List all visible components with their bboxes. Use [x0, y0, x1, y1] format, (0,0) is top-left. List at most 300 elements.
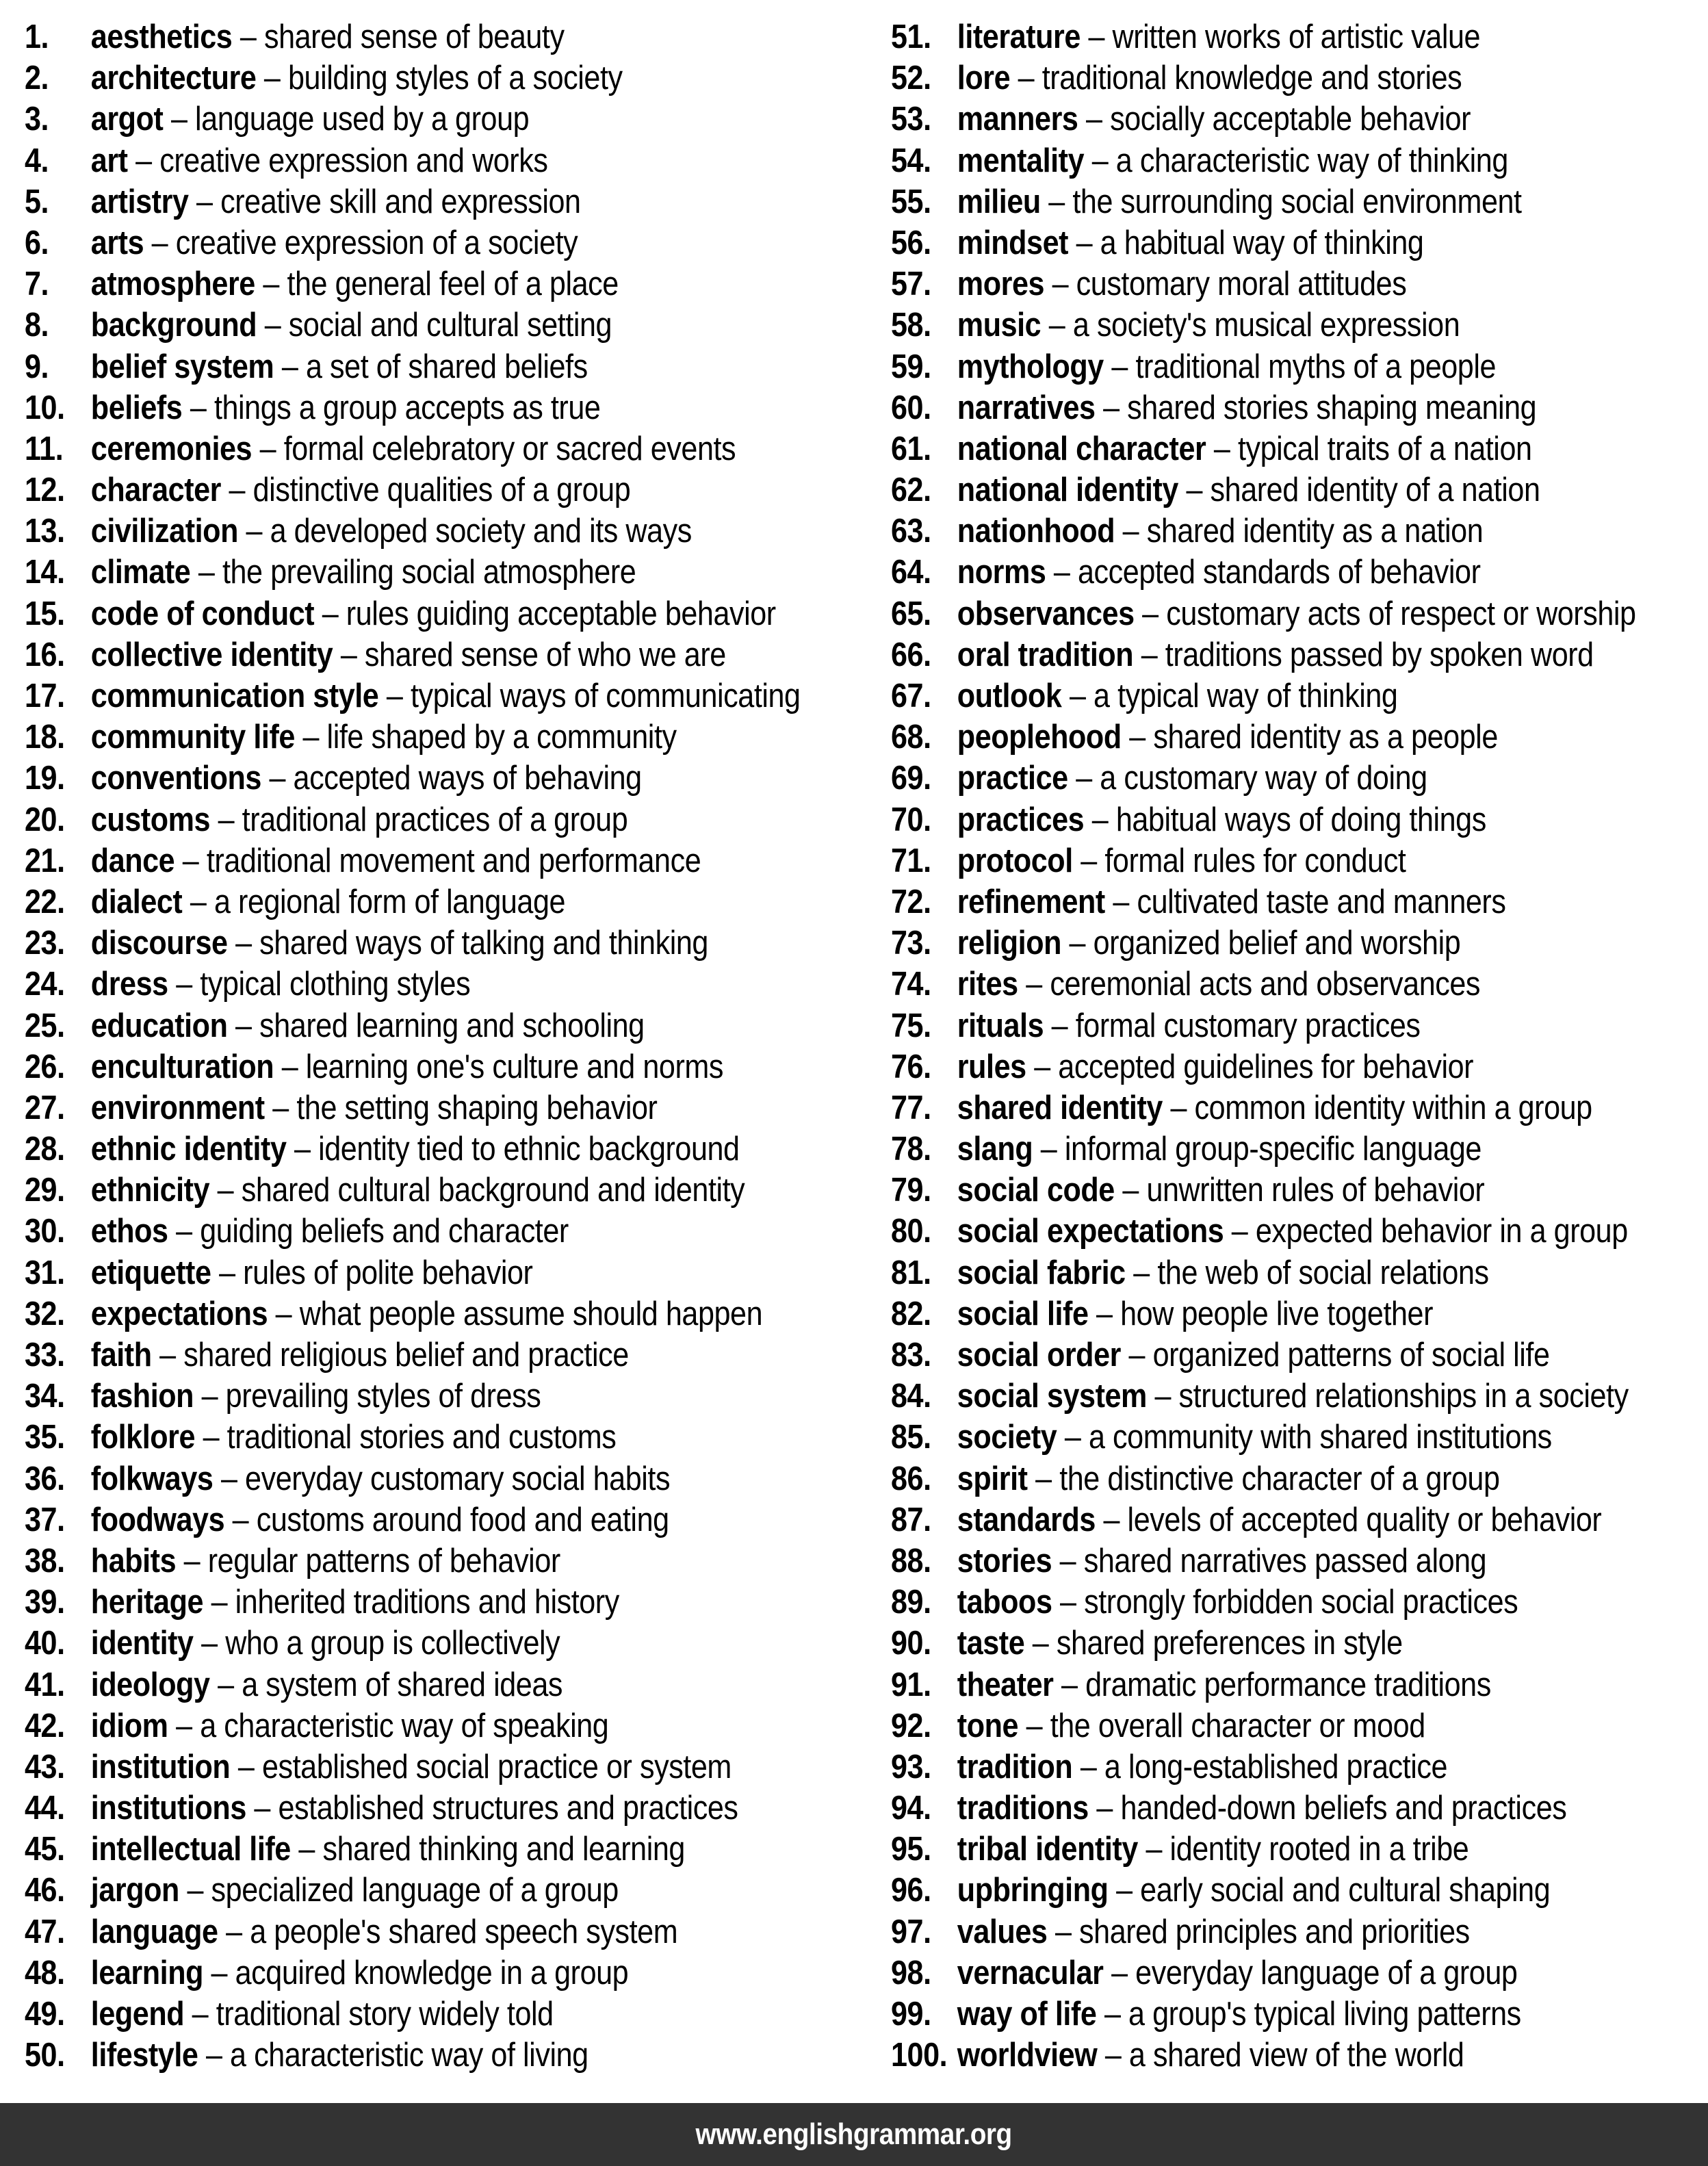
dash-separator: – — [213, 1460, 246, 1497]
item-term: worldview — [957, 2037, 1098, 2074]
item-number: 25. — [25, 1007, 65, 1044]
list-item — [25, 1829, 801, 1870]
item-number: 78. — [891, 1131, 931, 1168]
item-text — [91, 1254, 533, 1291]
item-term: fashion — [90, 1378, 194, 1415]
list-item — [891, 1952, 1636, 1994]
item-text — [957, 760, 1427, 797]
item-number: 22. — [25, 883, 65, 920]
dash-separator: – — [286, 1131, 319, 1168]
item-term: peoplehood — [957, 719, 1122, 756]
list-item — [891, 1046, 1636, 1087]
item-term: practice — [957, 760, 1068, 797]
item-text — [957, 1295, 1433, 1332]
item-term: way of life — [957, 1996, 1097, 2033]
item-term: practices — [957, 801, 1085, 838]
item-number: 44. — [25, 1790, 65, 1827]
item-number: 95. — [891, 1831, 931, 1868]
item-text — [91, 307, 612, 344]
item-number: 77. — [891, 1089, 931, 1126]
item-text — [957, 1254, 1489, 1291]
item-definition: formal celebratory or sacred events — [283, 430, 736, 467]
item-definition: social and cultural setting — [288, 307, 612, 344]
list-item — [25, 181, 801, 222]
item-number: 34. — [25, 1378, 65, 1415]
item-number: 39. — [25, 1584, 65, 1621]
list-item — [891, 1335, 1636, 1376]
list-item — [891, 593, 1636, 634]
item-definition: acquired knowledge in a group — [235, 1954, 629, 1991]
dash-separator: – — [1114, 1172, 1147, 1209]
item-term: foodways — [90, 1501, 225, 1538]
item-definition: organized belief and worship — [1093, 925, 1461, 962]
list-item — [891, 799, 1636, 840]
item-definition: language used by a group — [195, 101, 530, 138]
item-definition: building styles of a society — [288, 60, 623, 97]
list-item — [25, 758, 801, 799]
item-definition: how people live together — [1120, 1295, 1434, 1332]
list-item — [25, 1293, 801, 1335]
item-text — [957, 266, 1407, 302]
item-text — [957, 1378, 1629, 1415]
dash-separator: – — [378, 678, 411, 714]
item-term: dialect — [90, 883, 183, 920]
dash-separator: – — [1137, 1831, 1170, 1868]
list-item — [25, 1994, 801, 2035]
dash-separator: – — [163, 101, 196, 138]
item-number: 56. — [891, 224, 931, 261]
item-definition: a system of shared ideas — [242, 1666, 562, 1703]
list-item — [25, 1170, 801, 1211]
item-text — [91, 1378, 541, 1415]
item-text — [957, 1460, 1500, 1497]
item-number: 2. — [25, 60, 49, 97]
dash-separator: – — [1084, 142, 1116, 179]
dash-separator: – — [1121, 719, 1154, 756]
item-term: taste — [957, 1625, 1025, 1662]
dash-separator: – — [261, 760, 294, 797]
item-term: idiom — [90, 1707, 168, 1744]
dash-separator: – — [314, 595, 346, 632]
item-definition: shared religious belief and practice — [183, 1337, 629, 1374]
item-number: 67. — [891, 678, 931, 714]
item-term: vernacular — [957, 1954, 1104, 1991]
item-term: mindset — [957, 224, 1069, 261]
item-term: social code — [957, 1172, 1115, 1209]
list-item — [891, 1376, 1636, 1417]
item-term: argot — [90, 101, 164, 138]
item-term: values — [957, 1913, 1048, 1950]
list-item — [25, 2035, 801, 2076]
item-definition: shared ways of talking and thinking — [259, 925, 708, 962]
list-item — [25, 1458, 801, 1499]
item-number: 26. — [25, 1048, 65, 1085]
item-definition: learning one's culture and norms — [305, 1048, 723, 1085]
item-number: 60. — [891, 389, 931, 426]
item-term: tribal identity — [957, 1831, 1138, 1868]
item-term: stories — [957, 1542, 1052, 1580]
item-term: belief system — [90, 348, 274, 385]
list-item — [891, 881, 1636, 923]
list-item — [25, 1664, 801, 1705]
list-item — [25, 1376, 801, 1417]
item-term: society — [957, 1419, 1057, 1456]
item-number: 89. — [891, 1584, 931, 1621]
item-definition: a characteristic way of living — [230, 2037, 588, 2074]
item-text — [91, 1790, 738, 1827]
item-term: tone — [957, 1707, 1019, 1744]
item-term: slang — [957, 1131, 1033, 1168]
item-definition: a set of shared beliefs — [305, 348, 588, 385]
item-definition: shared learning and schooling — [259, 1007, 645, 1044]
item-number: 37. — [25, 1501, 65, 1538]
item-text — [957, 1872, 1550, 1909]
item-number: 48. — [25, 1954, 65, 1991]
list-item — [25, 1623, 801, 1664]
item-number: 28. — [25, 1131, 65, 1168]
item-text — [91, 1131, 740, 1168]
dash-separator: – — [246, 1790, 279, 1827]
item-text — [957, 348, 1496, 385]
list-item — [25, 1046, 801, 1087]
item-definition: a characteristic way of thinking — [1115, 142, 1508, 179]
dash-separator: – — [1097, 2037, 1129, 2074]
item-term: conventions — [90, 760, 261, 797]
item-term: norms — [957, 554, 1046, 591]
item-number: 94. — [891, 1790, 931, 1827]
item-text — [91, 1584, 619, 1621]
item-text — [957, 966, 1480, 1003]
item-definition: customs around food and eating — [256, 1501, 669, 1538]
item-text — [91, 636, 726, 673]
item-term: learning — [90, 1954, 204, 1991]
dash-separator: – — [230, 1748, 262, 1785]
item-number: 45. — [25, 1831, 65, 1868]
item-text — [957, 1213, 1628, 1250]
item-definition: shared sense of who we are — [364, 636, 726, 673]
item-number: 80. — [891, 1213, 931, 1250]
dash-separator: – — [179, 1872, 211, 1909]
item-text — [91, 884, 565, 920]
item-number: 40. — [25, 1625, 65, 1662]
dash-separator: – — [1120, 1337, 1153, 1374]
list-item — [891, 1211, 1636, 1252]
item-text — [91, 595, 776, 632]
dash-separator: – — [1224, 1213, 1256, 1250]
item-definition: shared identity as a nation — [1146, 513, 1484, 550]
item-term: religion — [957, 925, 1062, 962]
item-text — [91, 1419, 617, 1456]
item-text — [91, 760, 642, 797]
list-item — [891, 758, 1636, 799]
item-number: 49. — [25, 1996, 65, 2033]
item-definition: shared cultural background and identity — [241, 1172, 745, 1209]
item-text — [957, 1501, 1602, 1538]
list-item — [891, 99, 1636, 140]
dash-separator: – — [221, 472, 253, 509]
item-number: 6. — [25, 224, 49, 261]
list-item — [25, 1911, 801, 1952]
dash-separator: – — [1080, 18, 1113, 55]
item-text — [91, 1872, 619, 1909]
item-text — [957, 1831, 1469, 1868]
list-item — [891, 552, 1636, 593]
item-number: 83. — [891, 1337, 931, 1374]
item-definition: distinctive qualities of a group — [253, 472, 631, 509]
list-item — [25, 16, 801, 57]
item-term: traditions — [957, 1790, 1089, 1827]
item-number: 55. — [891, 183, 931, 220]
item-definition: traditional story widely told — [216, 1996, 554, 2033]
item-definition: shared sense of beauty — [263, 18, 565, 55]
dash-separator: – — [1041, 307, 1073, 344]
item-number: 91. — [891, 1666, 931, 1703]
item-text — [957, 1131, 1481, 1168]
dash-separator: – — [1018, 966, 1050, 1003]
item-definition: everyday customary social habits — [245, 1460, 671, 1497]
dash-separator: – — [1095, 389, 1128, 426]
item-text — [957, 1048, 1473, 1085]
item-term: taboos — [957, 1584, 1052, 1621]
item-text — [957, 1996, 1521, 2033]
item-definition: handed-down beliefs and practices — [1120, 1790, 1567, 1827]
item-number: 54. — [891, 142, 931, 179]
item-definition: established social practice or system — [261, 1748, 732, 1785]
dash-separator: – — [1104, 883, 1137, 920]
list-item — [25, 1129, 801, 1170]
item-term: artistry — [90, 183, 189, 220]
item-text — [957, 636, 1594, 673]
item-term: social system — [957, 1378, 1147, 1415]
item-text — [91, 183, 581, 220]
item-number: 7. — [25, 266, 49, 303]
item-definition: dramatic performance traditions — [1085, 1666, 1491, 1703]
item-number: 71. — [891, 842, 931, 879]
item-definition: a group's typical living patterns — [1128, 1996, 1521, 2033]
dash-separator: – — [203, 1954, 235, 1991]
list-item — [891, 1458, 1636, 1499]
item-term: architecture — [90, 60, 257, 97]
dash-separator: – — [274, 1048, 306, 1085]
dash-separator: – — [1046, 554, 1078, 591]
list-item — [25, 1870, 801, 1911]
dash-separator: – — [255, 266, 287, 303]
list-item — [891, 1582, 1636, 1623]
dash-separator: – — [184, 1996, 216, 2033]
item-definition: accepted standards of behavior — [1078, 554, 1481, 591]
item-number: 32. — [25, 1295, 65, 1332]
item-term: discourse — [90, 925, 228, 962]
dash-separator: – — [209, 1172, 242, 1209]
item-number: 10. — [25, 389, 65, 426]
item-term: education — [90, 1007, 228, 1044]
list-item — [891, 1005, 1636, 1046]
list-item — [891, 16, 1636, 57]
item-definition: habitual ways of doing things — [1115, 801, 1486, 838]
item-text — [957, 183, 1522, 220]
item-term: ethnic identity — [90, 1131, 287, 1168]
item-term: expectations — [90, 1295, 268, 1332]
list-item — [891, 840, 1636, 881]
list-item — [891, 1499, 1636, 1540]
item-term: aesthetics — [90, 18, 233, 55]
list-item — [891, 346, 1636, 387]
dash-separator: – — [1088, 1790, 1121, 1827]
item-definition: specialized language of a group — [211, 1872, 619, 1909]
list-item — [891, 1129, 1636, 1170]
item-term: language — [90, 1913, 218, 1950]
item-text — [957, 678, 1398, 714]
item-number: 53. — [891, 101, 931, 138]
item-text — [91, 142, 548, 179]
item-definition: expected behavior in a group — [1255, 1213, 1628, 1250]
item-number: 86. — [891, 1460, 931, 1497]
item-definition: the web of social relations — [1157, 1254, 1489, 1291]
dash-separator: – — [1162, 1089, 1195, 1126]
list-item — [25, 469, 801, 511]
item-number: 31. — [25, 1254, 65, 1291]
item-definition: cultivated taste and manners — [1137, 883, 1506, 920]
dash-separator: – — [237, 513, 270, 550]
item-number: 51. — [891, 18, 931, 55]
item-term: dress — [90, 966, 168, 1003]
item-number: 27. — [25, 1089, 65, 1126]
list-item — [891, 1870, 1636, 1911]
list-item — [891, 634, 1636, 675]
item-text — [957, 513, 1483, 550]
item-definition: a regional form of language — [214, 883, 566, 920]
item-number: 17. — [25, 678, 65, 714]
dash-separator: – — [1072, 842, 1105, 879]
item-number: 16. — [25, 636, 65, 673]
item-definition: a shared view of the world — [1128, 2037, 1464, 2074]
item-term: art — [90, 142, 128, 179]
item-definition: shared narratives passed along — [1083, 1542, 1487, 1580]
item-text — [91, 1172, 745, 1209]
item-term: protocol — [957, 842, 1073, 879]
item-term: oral tradition — [957, 636, 1134, 673]
dash-separator: – — [127, 142, 160, 179]
item-number: 42. — [25, 1707, 65, 1744]
item-definition: what people assume should happen — [299, 1295, 763, 1332]
item-definition: the prevailing social atmosphere — [222, 554, 636, 591]
item-number: 52. — [891, 60, 931, 97]
item-definition: the general feel of a place — [287, 266, 619, 303]
list-item — [891, 1293, 1636, 1335]
item-text — [957, 1543, 1486, 1580]
item-number: 58. — [891, 307, 931, 344]
list-item — [891, 923, 1636, 964]
item-term: code of conduct — [90, 595, 315, 632]
dash-separator: – — [176, 1542, 208, 1580]
item-number: 46. — [25, 1872, 65, 1909]
item-definition: accepted guidelines for behavior — [1058, 1048, 1474, 1085]
item-text — [91, 348, 588, 385]
item-term: identity — [90, 1625, 194, 1662]
item-definition: things a group accepts as true — [214, 389, 601, 426]
list-item — [891, 1829, 1636, 1870]
item-text — [91, 1666, 562, 1703]
item-text — [957, 2037, 1464, 2074]
dash-separator: – — [218, 1913, 250, 1950]
list-item — [891, 1994, 1636, 2035]
item-definition: informal group-specific language — [1064, 1131, 1481, 1168]
item-number: 30. — [25, 1213, 65, 1250]
dash-separator: – — [1027, 1460, 1060, 1497]
item-number: 79. — [891, 1172, 931, 1209]
dash-separator: – — [1010, 60, 1042, 97]
item-text — [957, 1337, 1550, 1374]
list-item — [25, 1211, 801, 1252]
item-definition: inherited traditions and history — [235, 1584, 619, 1621]
item-number: 64. — [891, 554, 931, 591]
item-text — [957, 1172, 1485, 1209]
item-number: 47. — [25, 1913, 65, 1950]
dash-separator: – — [252, 430, 284, 467]
dash-separator: – — [1103, 348, 1136, 385]
item-definition: identity tied to ethnic background — [318, 1131, 740, 1168]
item-definition: traditional movement and performance — [206, 842, 701, 879]
list-item — [891, 263, 1636, 305]
item-term: legend — [90, 1996, 185, 2033]
item-number: 29. — [25, 1172, 65, 1209]
dash-separator: – — [274, 348, 306, 385]
list-item — [25, 263, 801, 305]
item-definition: shared identity as a people — [1153, 719, 1498, 756]
item-term: nationhood — [957, 513, 1115, 550]
item-term: social fabric — [957, 1254, 1126, 1291]
list-item — [891, 717, 1636, 758]
item-definition: life shaped by a community — [326, 719, 677, 756]
item-definition: a community with shared institutions — [1088, 1419, 1552, 1456]
item-term: literature — [957, 18, 1081, 55]
item-term: upbringing — [957, 1872, 1109, 1909]
item-term: civilization — [90, 513, 238, 550]
item-definition: established structures and practices — [278, 1790, 738, 1827]
dash-separator: – — [194, 1378, 226, 1415]
dash-separator: – — [1088, 1295, 1121, 1332]
item-number: 12. — [25, 472, 65, 509]
item-number: 69. — [891, 760, 931, 797]
item-text — [957, 1666, 1491, 1703]
dash-separator: – — [257, 307, 289, 344]
list-item — [891, 1911, 1636, 1952]
item-definition: levels of accepted quality or behavior — [1127, 1501, 1602, 1538]
dash-separator: – — [1044, 266, 1076, 303]
item-text — [91, 801, 627, 838]
item-number: 13. — [25, 513, 65, 550]
item-text — [957, 1707, 1425, 1744]
list-item — [891, 2035, 1636, 2076]
dash-separator: – — [1033, 1131, 1065, 1168]
list-item — [25, 593, 801, 634]
item-term: institutions — [90, 1790, 246, 1827]
dash-separator: – — [1044, 1007, 1076, 1044]
item-definition: traditional stories and customs — [227, 1419, 617, 1456]
item-number: 97. — [891, 1913, 931, 1950]
item-text — [957, 1625, 1403, 1662]
item-number: 9. — [25, 348, 49, 385]
item-number: 98. — [891, 1954, 931, 1991]
dash-separator: – — [210, 801, 242, 838]
item-text — [91, 1955, 628, 1991]
item-text — [91, 60, 623, 96]
list-item — [25, 387, 801, 428]
item-number: 57. — [891, 266, 931, 303]
item-definition: regular patterns of behavior — [207, 1542, 560, 1580]
item-definition: rules of polite behavior — [243, 1254, 533, 1291]
dash-separator: – — [144, 224, 176, 261]
